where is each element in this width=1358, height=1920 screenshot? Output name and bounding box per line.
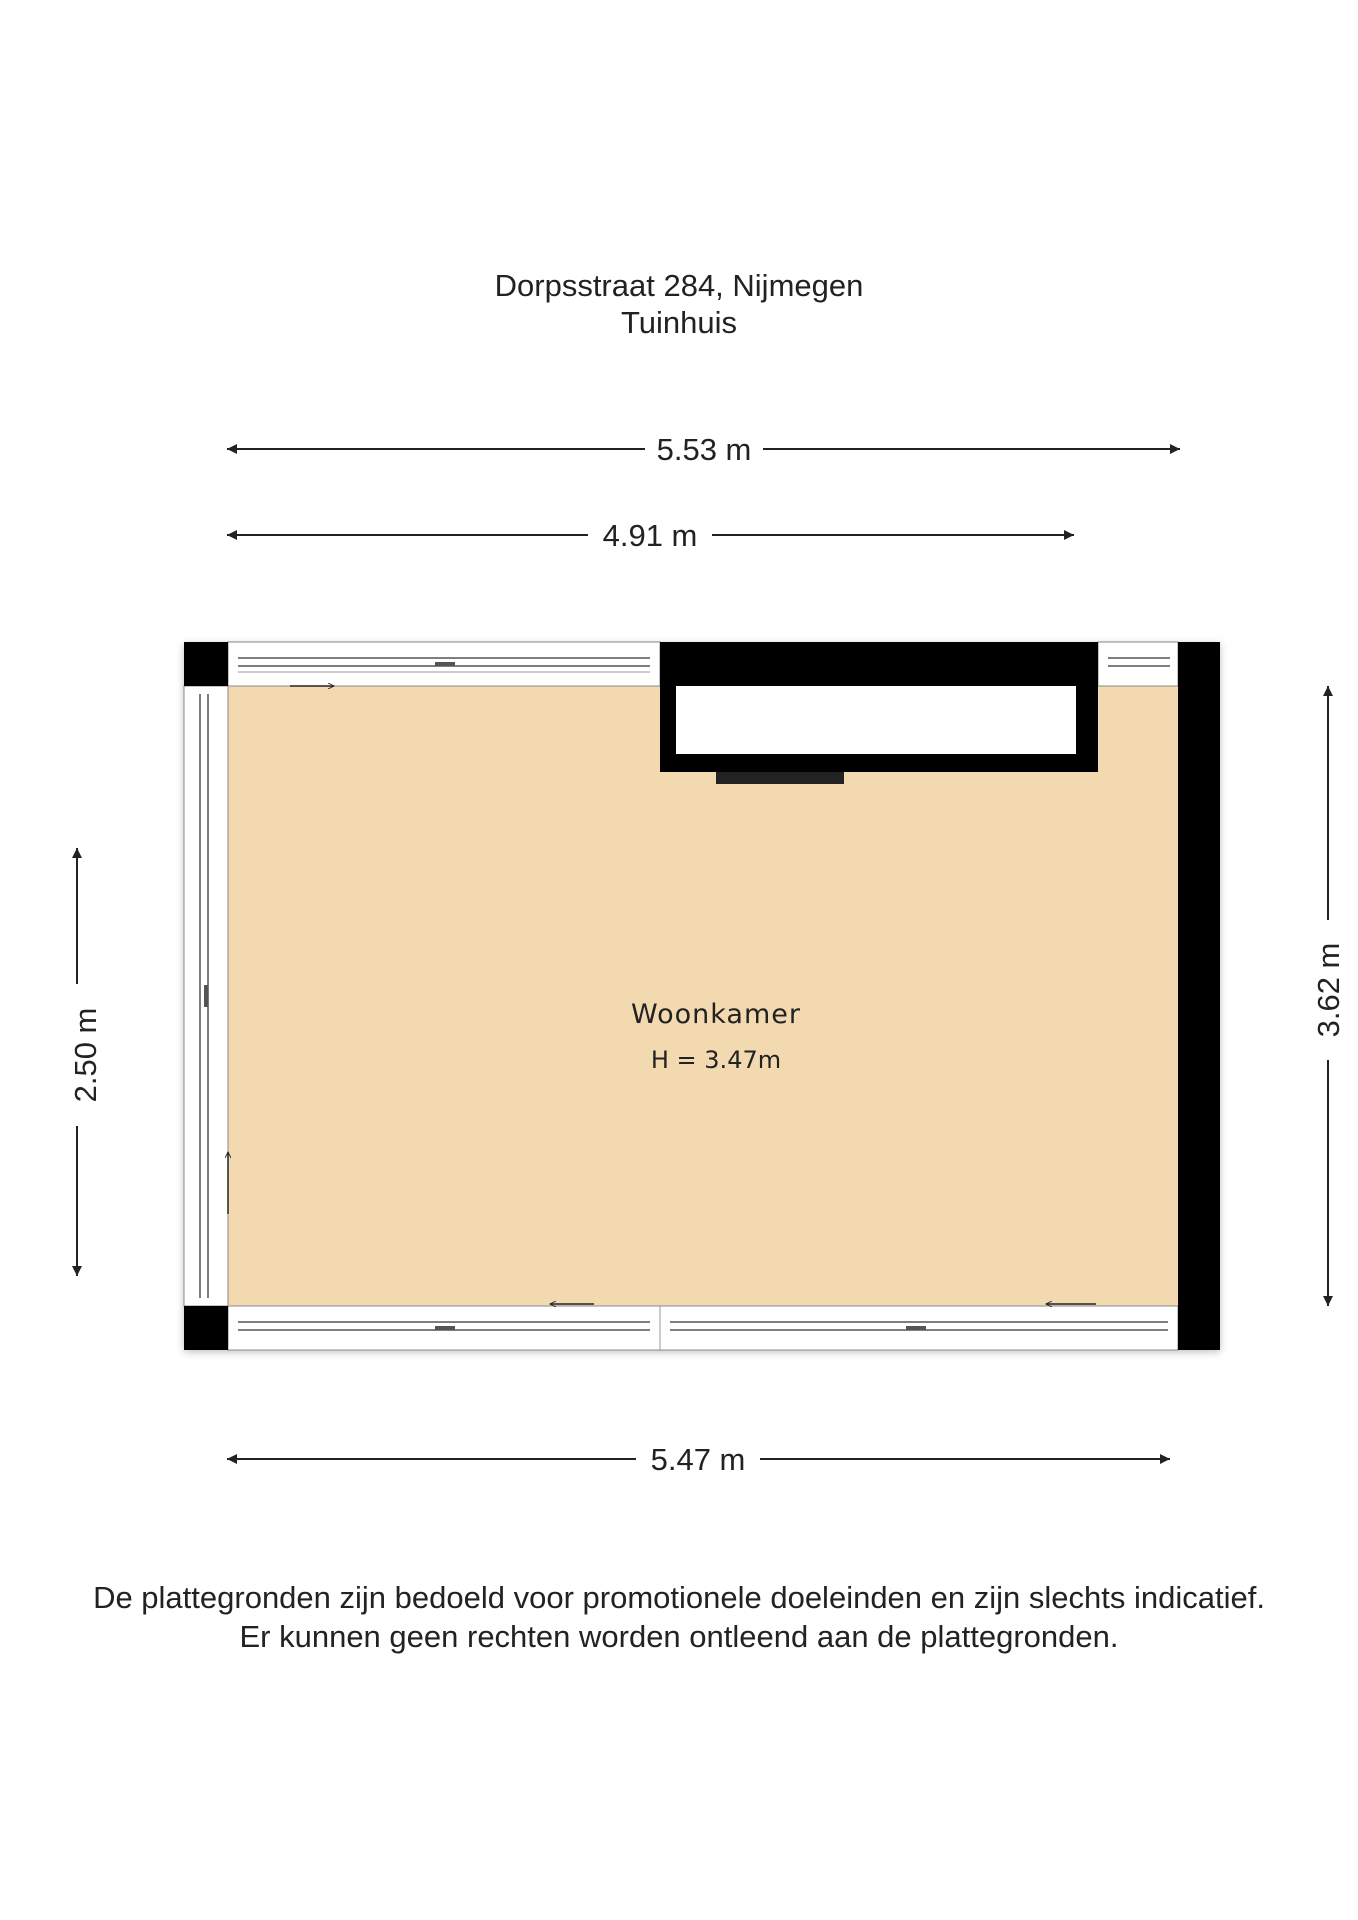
dimension-right <box>1311 686 1346 1306</box>
address-title: Dorpsstraat 284, Nijmegen <box>494 268 864 303</box>
dimension-right-label: 3.62 m <box>1311 942 1346 1038</box>
dimension-left-label: 2.50 m <box>68 1007 104 1103</box>
room-floor <box>228 686 1178 1306</box>
room-name: Woonkamer <box>631 999 801 1030</box>
building-title: Tuinhuis <box>620 305 738 340</box>
dimension-top-inner-label: 4.91 m <box>602 518 698 553</box>
dimension-bottom-label: 5.47 m <box>650 1442 746 1477</box>
dimension-top-inner <box>227 518 1074 553</box>
dimension-bottom <box>227 1442 1170 1477</box>
dimension-top-outer-label: 5.53 m <box>656 432 752 467</box>
dimension-top-outer <box>227 432 1180 467</box>
disclaimer-line-2: Er kunnen geen rechten worden ontleend aan de plattegronden. <box>239 1619 1119 1654</box>
room-height: H = 3.47m <box>650 1046 782 1074</box>
dimension-left <box>68 848 103 1276</box>
disclaimer-line-1: De plattegronden zijn bedoeld voor promotionele doeleinden en zijn slechts indicatief. <box>93 1580 1265 1615</box>
room-shell <box>184 642 1220 1350</box>
